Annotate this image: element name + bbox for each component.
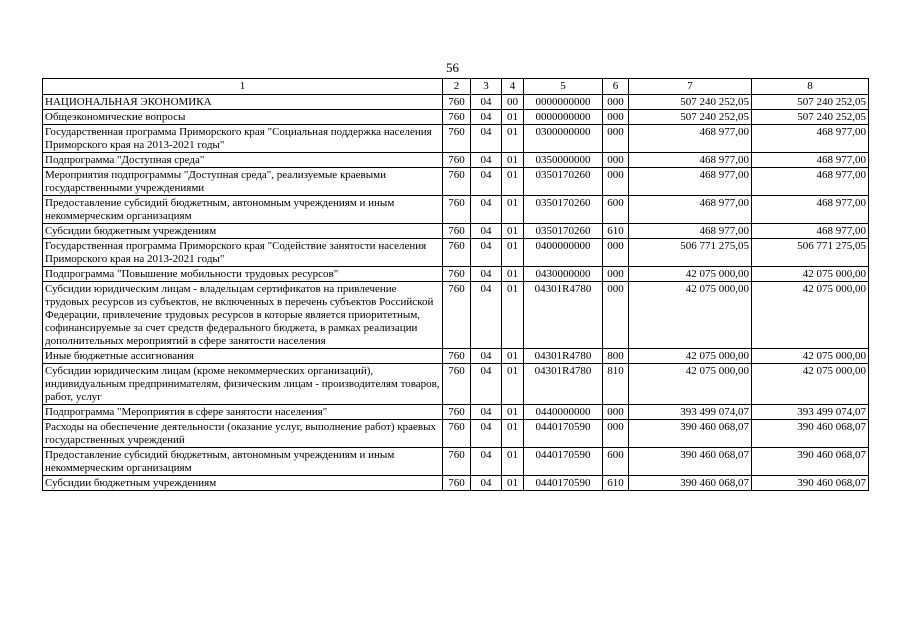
sum-cell: 468 977,00 xyxy=(629,196,752,224)
code-cell: 04 xyxy=(471,364,502,405)
code-cell: 01 xyxy=(502,364,524,405)
table-row xyxy=(43,282,869,349)
row-name-cell: Государственная программа Приморского края "Социальная поддержка населения Приморского края на 2013-2021 годы" xyxy=(43,125,443,153)
table-row xyxy=(43,168,869,196)
sum-cell: 390 460 068,07 xyxy=(752,448,869,476)
row-name-cell: Субсидии бюджетным учреждениям xyxy=(43,224,443,239)
code-cell: 04 xyxy=(471,476,502,491)
sum-cell: 468 977,00 xyxy=(752,153,869,168)
code-cell: 0430000000 xyxy=(524,267,603,282)
row-name-cell: Иные бюджетные ассигнования xyxy=(43,349,443,364)
table-row xyxy=(43,448,869,476)
table-row xyxy=(43,125,869,153)
code-cell: 0300000000 xyxy=(524,125,603,153)
sum-cell: 42 075 000,00 xyxy=(629,349,752,364)
code-cell: 0400000000 xyxy=(524,239,603,267)
code-cell: 01 xyxy=(502,420,524,448)
code-cell: 000 xyxy=(603,95,629,110)
sum-cell: 42 075 000,00 xyxy=(752,282,869,349)
column-header: 3 xyxy=(471,79,502,95)
code-cell: 04 xyxy=(471,110,502,125)
table-body xyxy=(43,95,869,491)
column-header: 2 xyxy=(443,79,471,95)
sum-cell: 468 977,00 xyxy=(629,168,752,196)
sum-cell: 468 977,00 xyxy=(629,153,752,168)
sum-cell: 390 460 068,07 xyxy=(629,476,752,491)
code-cell: 600 xyxy=(603,196,629,224)
sum-cell: 506 771 275,05 xyxy=(629,239,752,267)
code-cell: 760 xyxy=(443,239,471,267)
table-row xyxy=(43,364,869,405)
code-cell: 04 xyxy=(471,405,502,420)
code-cell: 0440170590 xyxy=(524,476,603,491)
code-cell: 04 xyxy=(471,282,502,349)
sum-cell: 507 240 252,05 xyxy=(629,110,752,125)
code-cell: 01 xyxy=(502,224,524,239)
code-cell: 760 xyxy=(443,448,471,476)
code-cell: 04 xyxy=(471,168,502,196)
code-cell: 0000000000 xyxy=(524,95,603,110)
code-cell: 760 xyxy=(443,282,471,349)
sum-cell: 390 460 068,07 xyxy=(752,420,869,448)
code-cell: 01 xyxy=(502,267,524,282)
sum-cell: 42 075 000,00 xyxy=(629,282,752,349)
column-header: 5 xyxy=(524,79,603,95)
code-cell: 000 xyxy=(603,110,629,125)
code-cell: 04 xyxy=(471,95,502,110)
row-name-cell: Предоставление субсидий бюджетным, автономным учреждениям и иным некоммерческим организациям xyxy=(43,196,443,224)
code-cell: 760 xyxy=(443,267,471,282)
row-name-cell: НАЦИОНАЛЬНАЯ ЭКОНОМИКА xyxy=(43,95,443,110)
code-cell: 610 xyxy=(603,224,629,239)
code-cell: 760 xyxy=(443,95,471,110)
sum-cell: 390 460 068,07 xyxy=(629,420,752,448)
code-cell: 760 xyxy=(443,364,471,405)
sum-cell: 393 499 074,07 xyxy=(629,405,752,420)
code-cell: 01 xyxy=(502,476,524,491)
page-number: 56 xyxy=(446,60,459,75)
table-row xyxy=(43,349,869,364)
code-cell: 04 xyxy=(471,420,502,448)
sum-cell: 507 240 252,05 xyxy=(752,95,869,110)
sum-cell: 42 075 000,00 xyxy=(752,267,869,282)
code-cell: 01 xyxy=(502,239,524,267)
row-name-cell: Подпрограмма "Повышение мобильности трудовых ресурсов" xyxy=(43,267,443,282)
sum-cell: 468 977,00 xyxy=(752,168,869,196)
row-name-cell: Общеэкономические вопросы xyxy=(43,110,443,125)
sum-cell: 393 499 074,07 xyxy=(752,405,869,420)
table-row xyxy=(43,224,869,239)
table-header-row xyxy=(43,79,869,95)
row-name-cell: Расходы на обеспечение деятельности (оказание услуг, выполнение работ) краевых государственных учреждений xyxy=(43,420,443,448)
code-cell: 0440170590 xyxy=(524,420,603,448)
code-cell: 000 xyxy=(603,405,629,420)
code-cell: 760 xyxy=(443,349,471,364)
row-name-cell: Государственная программа Приморского края "Содействие занятости населения Приморского края на 2013-2021 годы" xyxy=(43,239,443,267)
code-cell: 000 xyxy=(603,125,629,153)
table-row xyxy=(43,239,869,267)
table-row xyxy=(43,476,869,491)
code-cell: 760 xyxy=(443,476,471,491)
sum-cell: 468 977,00 xyxy=(752,196,869,224)
code-cell: 760 xyxy=(443,405,471,420)
code-cell: 000 xyxy=(603,239,629,267)
table-row xyxy=(43,153,869,168)
sum-cell: 390 460 068,07 xyxy=(629,448,752,476)
column-header: 1 xyxy=(43,79,443,95)
code-cell: 0350170260 xyxy=(524,168,603,196)
code-cell: 760 xyxy=(443,196,471,224)
code-cell: 04 xyxy=(471,349,502,364)
code-cell: 01 xyxy=(502,282,524,349)
row-name-cell: Предоставление субсидий бюджетным, автономным учреждениям и иным некоммерческим организациям xyxy=(43,448,443,476)
code-cell: 000 xyxy=(603,168,629,196)
code-cell: 04 xyxy=(471,153,502,168)
code-cell: 04 xyxy=(471,196,502,224)
table-row xyxy=(43,110,869,125)
code-cell: 01 xyxy=(502,125,524,153)
row-name-cell: Подпрограмма "Доступная среда" xyxy=(43,153,443,168)
table-row xyxy=(43,420,869,448)
table-row xyxy=(43,405,869,420)
code-cell: 810 xyxy=(603,364,629,405)
code-cell: 0440170590 xyxy=(524,448,603,476)
row-name-cell: Субсидии юридическим лицам - владельцам сертификатов на привлечение трудовых ресурсов из субъектов, не включенных в перечень субъектов Российской Федерации, привлечение трудовых ресурсов в которые является приоритетным, софинансируемые за счет средств федерального бюджета, в рамках реализации дополнительных мероприятий в сфере занятости населения xyxy=(43,282,443,349)
sum-cell: 468 977,00 xyxy=(752,125,869,153)
sum-cell: 468 977,00 xyxy=(752,224,869,239)
budget-table xyxy=(42,78,869,491)
row-name-cell: Мероприятия подпрограммы "Доступная среда", реализуемые краевыми государственными учреждениями xyxy=(43,168,443,196)
code-cell: 760 xyxy=(443,153,471,168)
sum-cell: 468 977,00 xyxy=(629,224,752,239)
code-cell: 0000000000 xyxy=(524,110,603,125)
code-cell: 610 xyxy=(603,476,629,491)
code-cell: 01 xyxy=(502,349,524,364)
column-header: 4 xyxy=(502,79,524,95)
sum-cell: 42 075 000,00 xyxy=(629,267,752,282)
code-cell: 04 xyxy=(471,224,502,239)
column-header: 8 xyxy=(752,79,869,95)
sum-cell: 507 240 252,05 xyxy=(629,95,752,110)
code-cell: 760 xyxy=(443,125,471,153)
code-cell: 760 xyxy=(443,168,471,196)
code-cell: 0350170260 xyxy=(524,224,603,239)
sum-cell: 506 771 275,05 xyxy=(752,239,869,267)
sum-cell: 42 075 000,00 xyxy=(752,349,869,364)
code-cell: 0350000000 xyxy=(524,153,603,168)
sum-cell: 468 977,00 xyxy=(629,125,752,153)
row-name-cell: Подпрограмма "Мероприятия в сфере занятости населения" xyxy=(43,405,443,420)
row-name-cell: Субсидии бюджетным учреждениям xyxy=(43,476,443,491)
sum-cell: 507 240 252,05 xyxy=(752,110,869,125)
code-cell: 600 xyxy=(603,448,629,476)
code-cell: 04301R4780 xyxy=(524,364,603,405)
code-cell: 000 xyxy=(603,153,629,168)
table-row xyxy=(43,95,869,110)
code-cell: 01 xyxy=(502,196,524,224)
column-header: 6 xyxy=(603,79,629,95)
code-cell: 00 xyxy=(502,95,524,110)
sum-cell: 42 075 000,00 xyxy=(629,364,752,405)
code-cell: 01 xyxy=(502,110,524,125)
code-cell: 800 xyxy=(603,349,629,364)
code-cell: 0440000000 xyxy=(524,405,603,420)
code-cell: 04301R4780 xyxy=(524,282,603,349)
code-cell: 01 xyxy=(502,448,524,476)
code-cell: 04 xyxy=(471,239,502,267)
code-cell: 760 xyxy=(443,224,471,239)
table-row xyxy=(43,267,869,282)
column-header: 7 xyxy=(629,79,752,95)
code-cell: 760 xyxy=(443,110,471,125)
code-cell: 04 xyxy=(471,448,502,476)
code-cell: 01 xyxy=(502,153,524,168)
code-cell: 04 xyxy=(471,267,502,282)
sum-cell: 42 075 000,00 xyxy=(752,364,869,405)
row-name-cell: Субсидии юридическим лицам (кроме некоммерческих организаций), индивидуальным предпринимателям, физическим лицам - производителям товаров, работ, услуг xyxy=(43,364,443,405)
code-cell: 000 xyxy=(603,282,629,349)
table-row xyxy=(43,196,869,224)
code-cell: 000 xyxy=(603,267,629,282)
code-cell: 04 xyxy=(471,125,502,153)
code-cell: 01 xyxy=(502,405,524,420)
code-cell: 000 xyxy=(603,420,629,448)
code-cell: 760 xyxy=(443,420,471,448)
code-cell: 0350170260 xyxy=(524,196,603,224)
code-cell: 04301R4780 xyxy=(524,349,603,364)
code-cell: 01 xyxy=(502,168,524,196)
sum-cell: 390 460 068,07 xyxy=(752,476,869,491)
